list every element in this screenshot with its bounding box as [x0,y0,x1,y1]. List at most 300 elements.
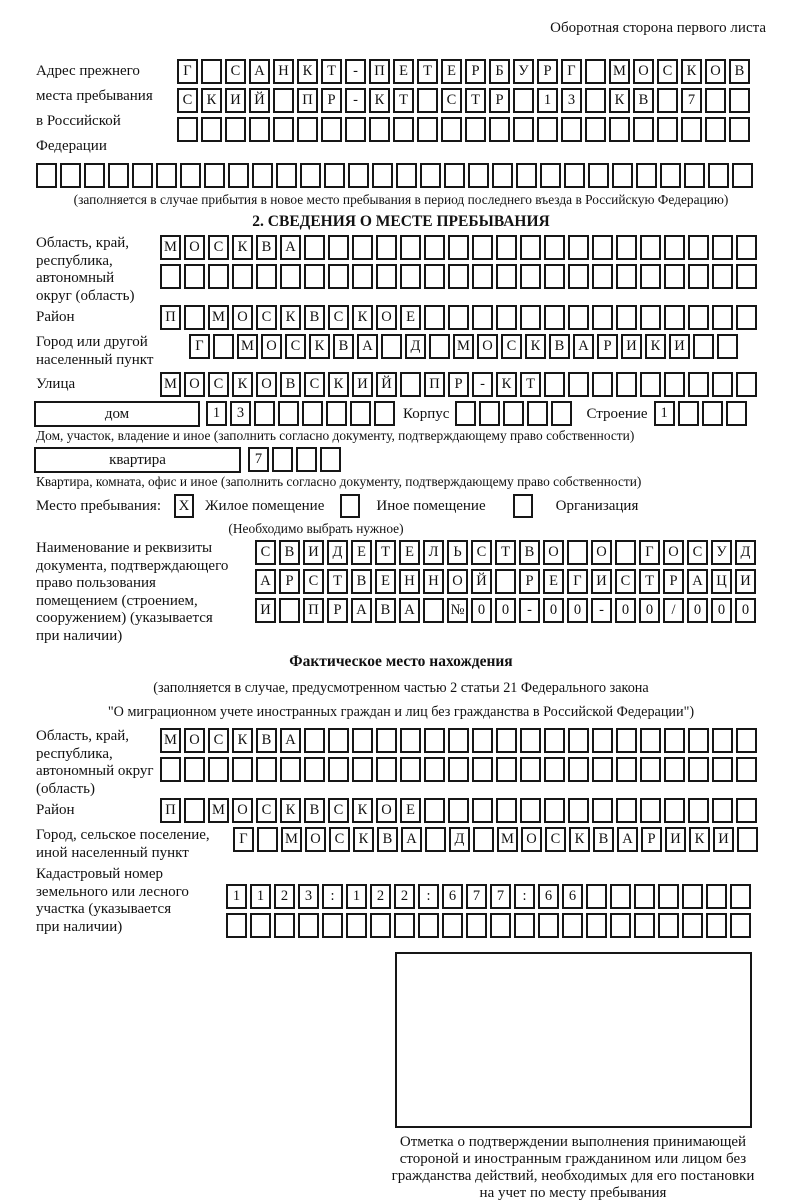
char-cell [615,540,636,565]
char-cell: Т [520,372,541,397]
char-cell [479,401,500,426]
char-cell: И [665,827,686,852]
label-line: на учет по месту пребывания [479,1185,667,1201]
char-cell: Т [465,88,486,113]
char-cell [348,163,369,188]
char-cell: А [573,334,594,359]
char-cell: Д [327,540,348,565]
factual-district-grid-row [160,798,760,823]
char-cell: П [297,88,318,113]
char-cell: К [525,334,546,359]
char-cell [658,884,679,909]
house-number-cells [206,401,398,426]
char-cell [657,117,678,142]
char-cell: - [519,598,540,623]
char-cell: С [208,235,229,260]
char-cell: Р [327,598,348,623]
char-cell [466,913,487,938]
char-cell [496,728,517,753]
char-cell [496,798,517,823]
char-cell: Л [423,540,444,565]
char-cell [537,117,558,142]
char-cell: А [351,598,372,623]
char-cell: О [447,569,468,594]
char-cell [455,401,476,426]
char-cell: И [352,372,373,397]
char-cell: В [633,88,654,113]
district-grid-row [160,305,760,330]
page-corner-note: Оборотная сторона первого листа [550,20,766,36]
char-cell [472,264,493,289]
stay-place-type-label: Место пребывания: [36,497,161,514]
char-cell [472,305,493,330]
char-cell [712,757,733,782]
char-cell [592,235,613,260]
char-cell [612,163,633,188]
organization-checkbox [513,494,533,518]
char-cell [712,728,733,753]
char-cell: К [681,59,702,84]
char-cell: И [591,569,612,594]
label-line: Город или другой [36,334,148,350]
char-cell: А [249,59,270,84]
label-line: Область, край, [36,235,130,251]
char-cell: С [657,59,678,84]
char-cell [400,235,421,260]
char-cell [705,88,726,113]
char-cell: К [689,827,710,852]
char-cell [664,728,685,753]
char-cell: С [285,334,306,359]
label-line: автономный [36,270,115,286]
char-cell: 1 [346,884,367,909]
right-document-block [36,540,766,645]
char-cell: В [280,372,301,397]
char-cell: 2 [274,884,295,909]
char-cell [551,401,572,426]
region-grid [160,235,766,289]
char-cell: М [237,334,258,359]
char-grid-row [160,235,766,260]
char-cell [737,827,758,852]
char-cell: А [280,235,301,260]
char-cell: - [345,59,366,84]
region-label [36,235,160,305]
char-cell [418,913,439,938]
char-cell [424,235,445,260]
char-cell [527,401,548,426]
char-grid-row [177,88,766,113]
char-cell [660,163,681,188]
char-cell [400,728,421,753]
char-cell [640,798,661,823]
label-line: гражданства действий, необходимых для его постановки [391,1168,755,1184]
street-label: Улица [36,376,76,392]
char-cell [729,88,750,113]
char-cell [513,117,534,142]
char-cell: 3 [561,88,582,113]
char-cell: С [177,88,198,113]
label-line: стороной и иностранным гражданином или лицом без [399,1151,747,1167]
char-cell [213,334,234,359]
char-cell [616,728,637,753]
char-cell: И [225,88,246,113]
char-cell [489,117,510,142]
char-cell [448,305,469,330]
char-cell [156,163,177,188]
char-cell [682,884,703,909]
char-cell [568,798,589,823]
label-line: автономный округ [36,763,154,779]
char-cell: У [711,540,732,565]
organization-label: Организация [555,497,639,514]
char-cell [256,264,277,289]
char-cell [610,884,631,909]
factual-location-title: Фактическое место нахождения [289,653,513,670]
char-cell: / [663,598,684,623]
char-cell: Р [489,88,510,113]
char-cell [472,728,493,753]
label-line: Область, край, [36,728,130,744]
char-cell: Р [448,372,469,397]
char-cell [326,401,347,426]
char-cell [706,913,727,938]
factual-region-grid [160,728,766,782]
char-cell: М [160,235,181,260]
char-cell [592,798,613,823]
char-cell: Г [189,334,210,359]
label-line: Город, сельское поселение, [36,827,210,843]
label-line: Наименование и реквизиты [36,540,213,556]
char-cell [320,447,341,472]
char-cell [640,235,661,260]
factual-note-line1: (заполняется в случае, предусмотренном частью 2 статьи 21 Федерального закона [153,680,649,696]
char-cell: № [447,598,468,623]
char-cell [296,447,317,472]
char-cell [544,235,565,260]
other-premises-label: Иное помещение [376,497,486,514]
char-cell [180,163,201,188]
char-cell: О [663,540,684,565]
label-line: сооружением) (указывается [36,610,213,626]
choose-needed-note: (Необходимо выбрать нужное) [228,521,404,536]
char-cell: Е [399,540,420,565]
char-cell [420,163,441,188]
char-cell [664,757,685,782]
char-cell [514,913,535,938]
char-cell [616,264,637,289]
previous-address-block [36,59,766,159]
char-cell: К [201,88,222,113]
apartment-type-box: квартира [34,447,241,473]
city-grid-row [189,334,741,359]
char-cell: Г [567,569,588,594]
char-cell [736,728,757,753]
char-cell [520,757,541,782]
char-cell [472,757,493,782]
char-cell [250,913,271,938]
korpus-cells [455,401,575,426]
street-grid-row [160,372,760,397]
char-cell: Р [641,827,662,852]
previous-address-overflow-row [36,163,766,188]
char-cell [374,401,395,426]
char-cell [736,372,757,397]
char-cell [376,235,397,260]
char-cell: О [591,540,612,565]
char-cell [712,235,733,260]
char-cell [616,305,637,330]
char-cell [616,235,637,260]
char-cell [520,305,541,330]
char-cell [400,372,421,397]
char-cell [544,798,565,823]
char-cell [184,798,205,823]
char-cell: 0 [687,598,708,623]
char-cell [276,163,297,188]
char-cell: К [328,372,349,397]
house-type-box: дом [34,401,200,427]
char-cell: М [208,305,229,330]
char-cell [568,235,589,260]
char-cell [304,757,325,782]
char-cell [298,913,319,938]
cadastre-block [36,866,766,938]
char-cell: 7 [681,88,702,113]
char-cell [516,163,537,188]
char-cell: И [255,598,276,623]
char-cell [184,264,205,289]
char-grid-row [177,117,766,142]
char-cell: В [375,598,396,623]
char-cell: А [401,827,422,852]
char-cell [726,401,747,426]
char-cell [280,757,301,782]
char-cell: В [351,569,372,594]
char-cell [393,117,414,142]
char-cell [513,88,534,113]
stay-place-type-row [36,493,766,519]
char-cell [736,264,757,289]
char-cell [372,163,393,188]
apartment-number-cells [248,447,344,472]
char-cell [208,757,229,782]
char-cell: С [328,798,349,823]
char-cell [567,540,588,565]
previous-address-grid [177,59,766,142]
factual-city-label [36,827,233,862]
char-cell [370,913,391,938]
char-cell [585,88,606,113]
char-cell: Р [465,59,486,84]
char-cell: Е [400,798,421,823]
char-cell: И [621,334,642,359]
char-cell [304,728,325,753]
char-cell [682,913,703,938]
char-cell [60,163,81,188]
label-line: округ (область) [36,287,135,304]
char-cell: М [208,798,229,823]
char-cell [184,305,205,330]
char-cell [225,117,246,142]
char-cell: О [184,235,205,260]
char-cell [520,798,541,823]
char-cell [472,235,493,260]
char-grid-row [160,264,766,289]
char-cell: О [543,540,564,565]
char-cell [634,913,655,938]
char-cell [352,728,373,753]
char-cell [424,305,445,330]
char-cell: О [232,798,253,823]
label-line: при наличии) [36,627,123,644]
apartment-row [34,447,766,473]
char-cell [544,728,565,753]
right-document-grid [255,540,766,623]
char-cell: О [256,372,277,397]
char-cell [640,728,661,753]
char-cell: Е [441,59,462,84]
char-cell: В [729,59,750,84]
char-cell [400,757,421,782]
char-cell [688,757,709,782]
char-cell: Ц [711,569,732,594]
char-cell: В [593,827,614,852]
char-cell [442,913,463,938]
char-cell: С [208,728,229,753]
char-cell [585,117,606,142]
char-cell [448,728,469,753]
district-label: Район [36,309,75,325]
char-cell: К [297,59,318,84]
char-cell: С [615,569,636,594]
label-line: республика, [36,252,113,269]
char-cell: О [232,305,253,330]
char-cell: - [472,372,493,397]
char-cell [448,235,469,260]
char-cell [448,757,469,782]
char-cell: Н [423,569,444,594]
char-cell: С [225,59,246,84]
char-cell [520,264,541,289]
label-line: земельного или лесного [36,883,189,900]
char-cell: П [303,598,324,623]
char-cell [444,163,465,188]
char-cell [568,372,589,397]
char-cell: 0 [543,598,564,623]
char-cell: В [377,827,398,852]
char-cell: Т [639,569,660,594]
char-cell [204,163,225,188]
char-cell [702,401,723,426]
char-cell [465,117,486,142]
char-cell: С [441,88,462,113]
char-cell [636,163,657,188]
char-cell [396,163,417,188]
char-cell [328,757,349,782]
section2-title: 2. СВЕДЕНИЯ О МЕСТЕ ПРЕБЫВАНИЯ [252,213,550,230]
char-cell: Е [543,569,564,594]
char-cell [201,117,222,142]
char-cell [345,117,366,142]
char-cell [177,117,198,142]
char-cell: К [352,798,373,823]
char-cell: В [304,305,325,330]
char-cell: А [399,598,420,623]
char-cell [717,334,738,359]
char-cell: Д [735,540,756,565]
char-cell: Г [233,827,254,852]
char-cell: К [232,372,253,397]
char-cell: В [256,235,277,260]
char-cell [328,235,349,260]
char-cell [256,757,277,782]
char-cell [657,88,678,113]
char-cell: 0 [471,598,492,623]
char-cell: М [497,827,518,852]
char-cell: О [184,728,205,753]
char-cell: 0 [639,598,660,623]
char-cell [688,372,709,397]
char-cell: : [418,884,439,909]
char-cell: Д [449,827,470,852]
char-cell: Г [561,59,582,84]
char-cell [712,305,733,330]
char-cell [279,598,300,623]
char-cell: С [256,798,277,823]
char-cell: С [687,540,708,565]
char-cell: О [633,59,654,84]
char-cell [184,757,205,782]
char-cell: Р [663,569,684,594]
char-cell [568,305,589,330]
char-cell: 7 [248,447,269,472]
char-cell: А [280,728,301,753]
label-line: Адрес прежнего [36,63,140,79]
char-cell [369,117,390,142]
apartment-caption: Квартира, комната, офис и иное (заполнить согласно документу, подтверждающему право собственности) [36,474,642,489]
char-cell: - [345,88,366,113]
char-grid-row [226,913,766,938]
char-cell [417,88,438,113]
char-cell: О [705,59,726,84]
char-cell: Н [273,59,294,84]
char-cell [736,305,757,330]
char-grid-row [160,728,766,753]
char-cell: 1 [537,88,558,113]
char-cell [132,163,153,188]
factual-district-block [36,798,766,823]
char-cell [160,757,181,782]
char-cell [84,163,105,188]
char-cell [328,728,349,753]
label-line: документа, подтверждающего [36,557,229,574]
char-cell: Т [417,59,438,84]
char-cell [300,163,321,188]
char-cell: О [376,305,397,330]
char-cell: 6 [538,884,559,909]
factual-district-label: Район [36,802,75,818]
label-line: республика, [36,745,113,762]
char-cell [448,798,469,823]
char-cell [520,235,541,260]
char-cell [640,305,661,330]
char-cell: С [255,540,276,565]
char-cell [609,117,630,142]
label-line: Кадастровый номер [36,866,163,882]
char-cell: 0 [567,598,588,623]
char-cell [352,264,373,289]
